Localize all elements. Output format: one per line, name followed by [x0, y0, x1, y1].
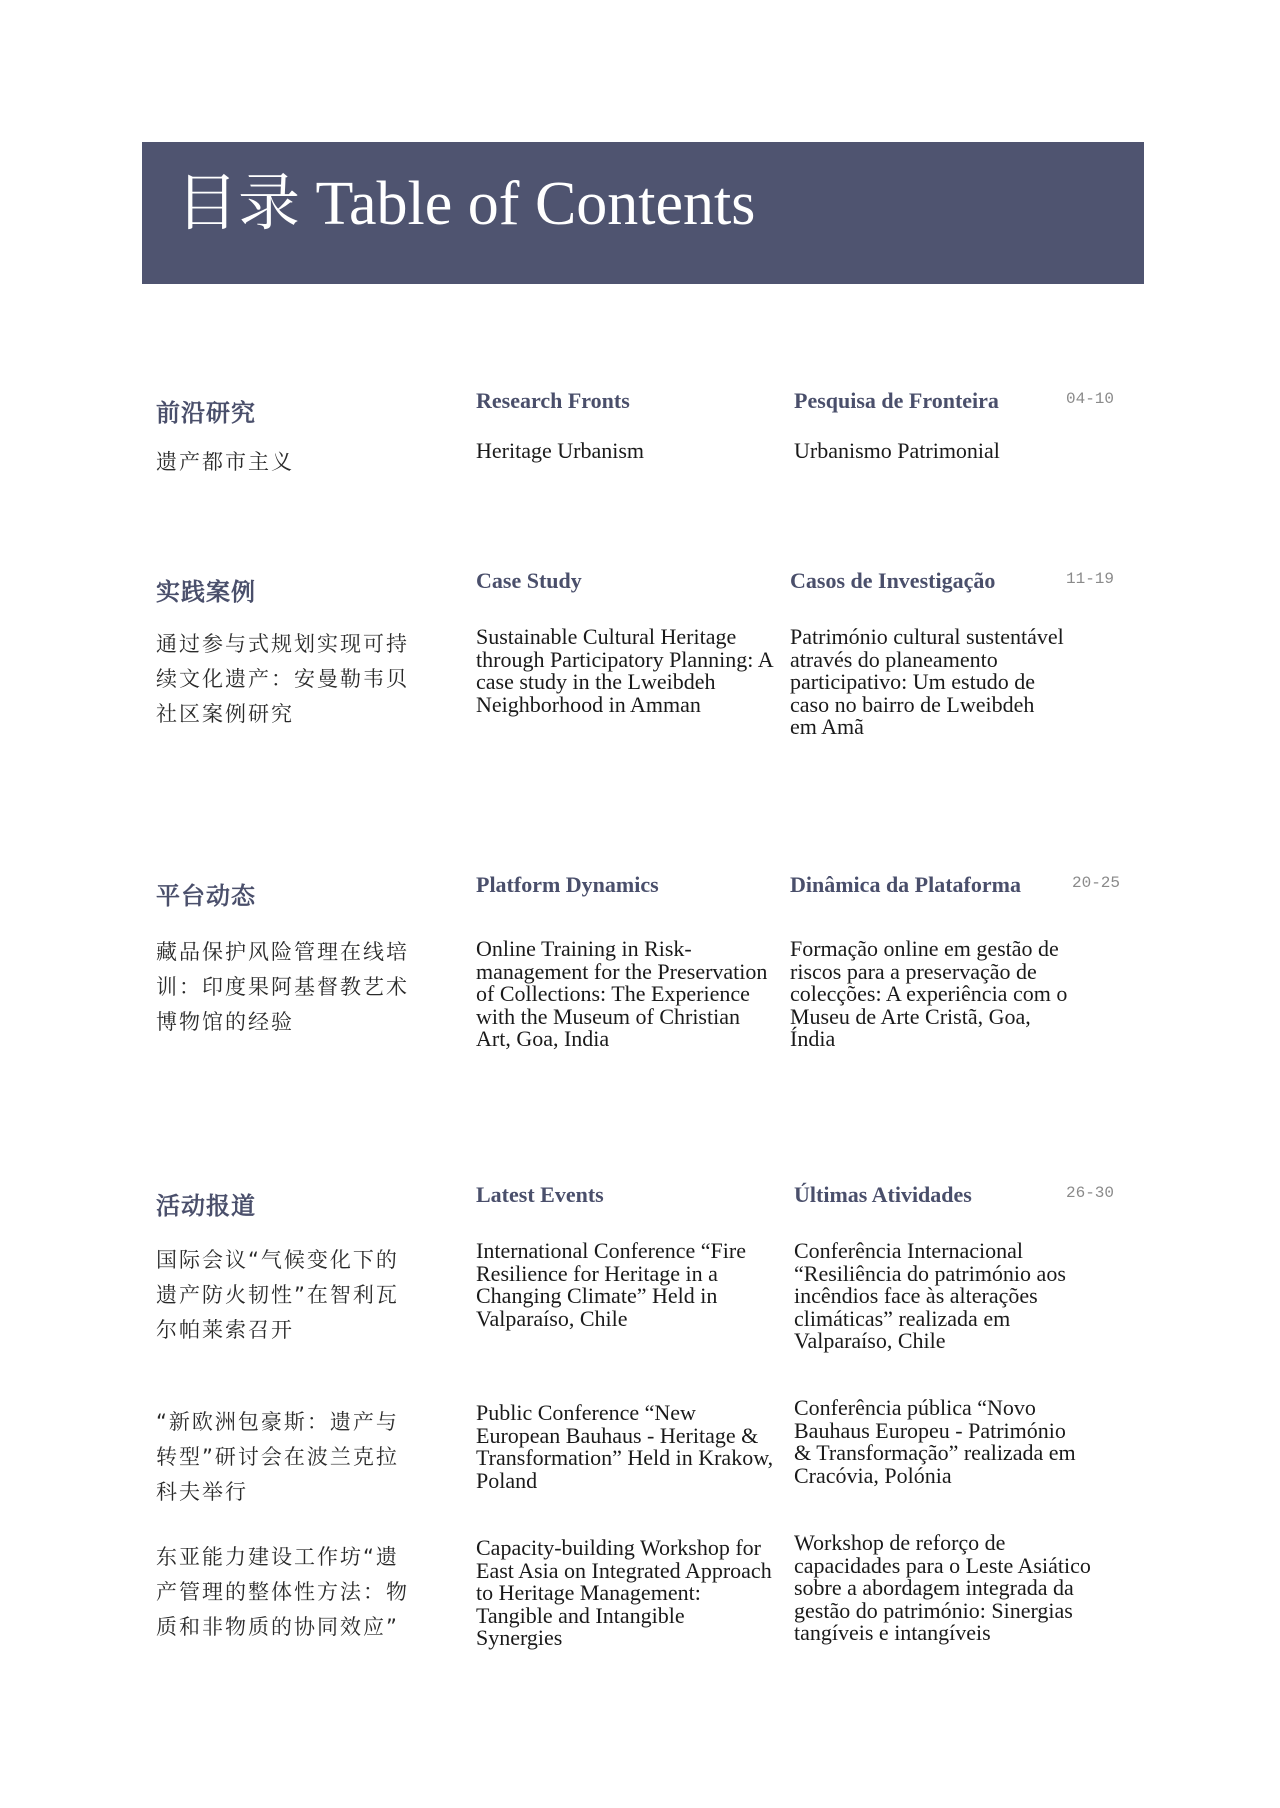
- section-title-pt[interactable]: Pesquisa de Fronteira: [794, 388, 999, 413]
- toc-entry-zh[interactable]: 国际会议“气候变化下的遗产防火韧性”在智利瓦尔帕莱索召开: [156, 1248, 399, 1342]
- toc-entry-zh[interactable]: “新欧洲包豪斯：遗产与转型”研讨会在波兰克拉科夫举行: [156, 1410, 399, 1504]
- toc-entry-pt[interactable]: Workshop de reforço de capacidades para o Leste Asiático sobre a abordagem integrada da gestão do património: Sinergias tangíveis e intangíveis: [794, 1530, 1091, 1645]
- page-title: 目录 Table of Contents: [176, 170, 756, 238]
- toc-entry-en[interactable]: Capacity-building Workshop for East Asia on Integrated Approach to Heritage Management: Tangible and Intangible Synergies: [476, 1535, 772, 1650]
- page-range: 11-19: [1066, 570, 1115, 588]
- section-title-zh: 实践案例: [156, 578, 256, 606]
- toc-entry-zh[interactable]: 遗产都市主义: [156, 450, 294, 474]
- toc-entry-en[interactable]: International Conference “Fire Resilience for Heritage in a Changing Climate” Held in Valparaíso, Chile: [476, 1238, 746, 1331]
- toc-entry-pt[interactable]: Património cultural sustentável através do planeamento participativo: Um estudo de caso no bairro de Lweibdeh em Amã: [790, 624, 1064, 739]
- section-title-zh: 平台动态: [156, 882, 256, 910]
- section-title-en[interactable]: Platform Dynamics: [476, 872, 659, 897]
- toc-entry-en[interactable]: Sustainable Cultural Heritage through Participatory Planning: A case study in the Lweibdeh Neighborhood in Amman: [476, 624, 773, 717]
- toc-entry-zh[interactable]: 藏品保护风险管理在线培训：印度果阿基督教艺术博物馆的经验: [156, 940, 409, 1034]
- section-title-en[interactable]: Latest Events: [476, 1182, 604, 1207]
- page-range: 04-10: [1066, 390, 1115, 408]
- section-title-pt[interactable]: Últimas Atividades: [794, 1182, 972, 1207]
- toc-entry-zh[interactable]: 通过参与式规划实现可持续文化遗产：安曼勒韦贝社区案例研究: [156, 632, 409, 726]
- section-title-en[interactable]: Case Study: [476, 568, 582, 593]
- toc-entry-en[interactable]: Heritage Urbanism: [476, 438, 644, 463]
- section-title-pt[interactable]: Casos de Investigação: [790, 568, 996, 593]
- toc-entry-pt[interactable]: Conferência Internacional “Resiliência do património aos incêndios face às alterações climáticas” realizada em Valparaíso, Chile: [794, 1238, 1066, 1353]
- page-range: 20-25: [1072, 874, 1121, 892]
- page-range: 26-30: [1066, 1184, 1115, 1202]
- section-title-en[interactable]: Research Fronts: [476, 388, 630, 413]
- section-title-pt[interactable]: Dinâmica da Plataforma: [790, 872, 1021, 897]
- toc-entry-zh[interactable]: 东亚能力建设工作坊“遗产管理的整体性方法：物质和非物质的协同效应”: [156, 1545, 409, 1639]
- toc-entry-en[interactable]: Online Training in Risk-management for the Preservation of Collections: The Experience with the Museum of Christian Art, Goa, India: [476, 936, 768, 1051]
- toc-entry-en[interactable]: Public Conference “New European Bauhaus - Heritage & Transformation” Held in Krakow, Poland: [476, 1400, 774, 1493]
- toc-entry-pt[interactable]: Conferência pública “Novo Bauhaus Europeu - Património & Transformação” realizada em Cracóvia, Polónia: [794, 1395, 1076, 1488]
- section-title-zh: 前沿研究: [156, 399, 256, 427]
- toc-entry-pt[interactable]: Formação online em gestão de riscos para a preservação de colecções: A experiência com o Museu de Arte Cristã, Goa, Índia: [790, 936, 1068, 1051]
- toc-entry-pt[interactable]: Urbanismo Patrimonial: [794, 438, 1000, 463]
- section-title-zh: 活动报道: [156, 1192, 256, 1220]
